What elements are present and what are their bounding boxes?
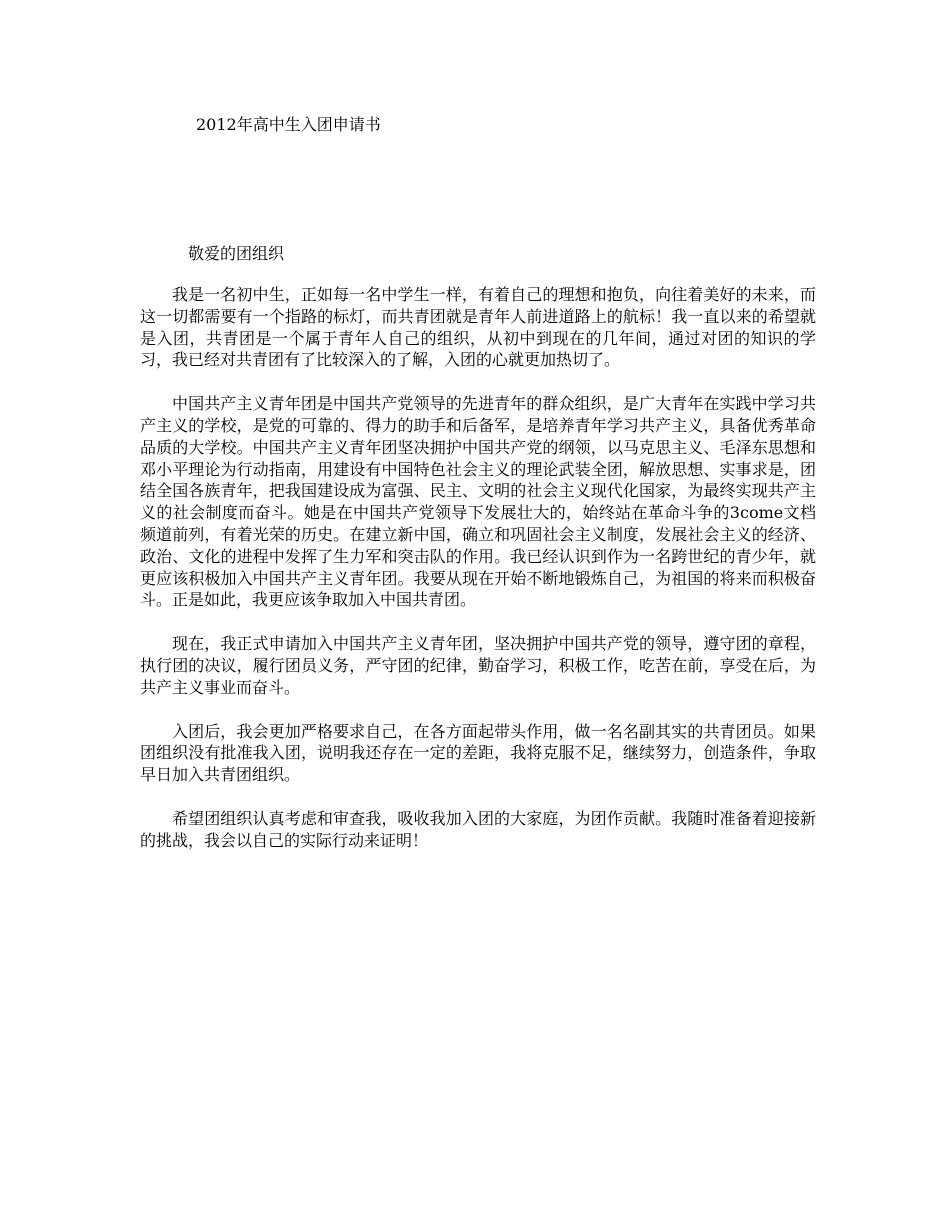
paragraph-formal-application: 现在，我正式申请加入中国共产主义青年团，坚决拥护中国共产党的领导，遵守团的章程，执行团的决议，履行团员义务，严守团的纪律，勤奋学习，积极工作，吃苦在前，享受在后，为共产主义事业而奋斗。 (140, 634, 816, 697)
letter-body (140, 284, 816, 874)
salutation: 敬爱的团组织 (188, 244, 285, 263)
paragraph-league-description: 中国共产主义青年团是中国共产党领导的先进青年的群众组织，是广大青年在实践中学习共产主义的学校，是党的可靠的、得力的助手和后备军，是培养青年学习共产主义，具备优秀革命品质的大学校。中国共产主义青年团坚决拥护中国共产党的纲领，以马克思主义、毛泽东思想和邓小平理论为行动指南，用建设有中国特色社会主义的理论武装全团，解放思想、实事求是，团结全国各族青年，把我国建设成为富强、民主、文明的社会主义现代化国家，为最终实现共产主义的社会制度而奋斗。她是在中国共产党领导下发展壮大的，始终站在革命斗争的3come文档频道前列，有着光荣的历史。在建立新中国，确立和巩固社会主义制度，发展社会主义的经济、政治、文化的进程中发挥了生力军和突击队的作用。我已经认识到作为一名跨世纪的青少年，就更应该积极加入中国共产主义青年团。我要从现在开始不断地锻炼自己，为祖国的将来而积极奋斗。正是如此，我更应该争取加入中国共青团。 (140, 394, 816, 610)
document-title: 2012年高中生入团申请书 (196, 115, 381, 134)
paragraph-closing: 希望团组织认真考虑和审查我，吸收我加入团的大家庭，为团作贡献。我随时准备着迎接新的挑战，我会以自己的实际行动来证明！ (140, 808, 816, 850)
paragraph-intro: 我是一名初中生，正如每一名中学生一样，有着自己的理想和抱负，向往着美好的未来，而这一切都需要有一个指路的标灯，而共青团就是青年人前进道路上的航标！我一直以来的希望就是入团，共青团是一个属于青年人自己的组织，从初中到现在的几年间，通过对团的知识的学习，我已经对共青团有了比较深入的了解，入团的心就更加热切了。 (140, 285, 816, 370)
paragraph-commitment: 入团后，我会更加严格要求自己，在各方面起带头作用，做一名名副其实的共青团员。如果团组织没有批准我入团，说明我还存在一定的差距，我将克服不足，继续努力，创造条件，争取早日加入共青团组织。 (140, 721, 816, 785)
